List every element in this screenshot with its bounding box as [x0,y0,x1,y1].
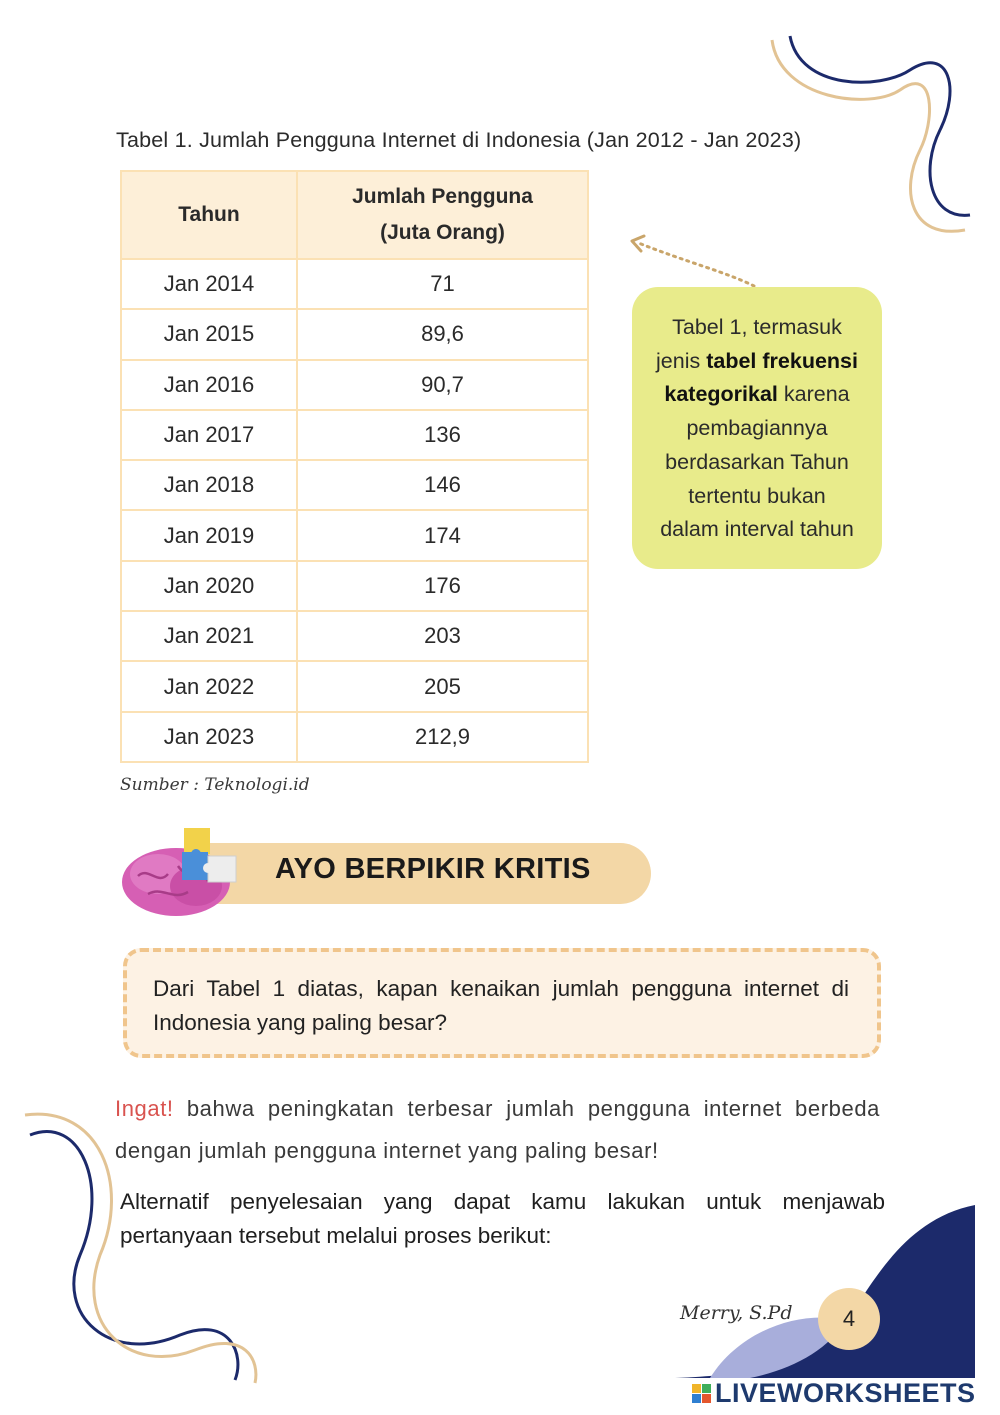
year-cell: Jan 2022 [121,661,297,711]
value-cell: 176 [297,561,588,611]
year-cell: Jan 2016 [121,360,297,410]
note-emphasis: kategorikal [664,382,778,407]
note-line [632,378,882,412]
note-emphasis: tabel frekuensi [706,348,858,373]
table-row [121,410,588,460]
table-caption: Tabel 1. Jumlah Pengguna Internet di Indonesia (Jan 2012 - Jan 2023) [116,128,802,152]
note-text: karena [777,382,850,407]
year-cell: Jan 2014 [121,259,297,309]
author-signature: Merry, S.Pd [680,1302,793,1324]
year-cell: Jan 2018 [121,460,297,510]
liveworksheets-watermark [692,1378,976,1409]
value-cell: 90,7 [297,360,588,410]
note-line [632,345,882,379]
table-row [121,510,588,560]
note-text: jenis [656,348,707,373]
watermark-text: LIVEWORKSHEETS [715,1378,976,1408]
value-cell: 89,6 [297,309,588,359]
reminder-text [115,1088,880,1172]
table-row [121,712,588,762]
note-line: Tabel 1, termasuk [672,315,842,339]
value-cell: 203 [297,611,588,661]
header-year: Tahun [121,171,297,259]
table-row [121,360,588,410]
year-cell: Jan 2015 [121,309,297,359]
value-cell: 146 [297,460,588,510]
header-users-unit: (Juta Orang) [380,221,505,244]
header-users-label: Jumlah Pengguna [352,185,533,208]
brain-puzzle-icon [118,826,243,921]
value-cell: 71 [297,259,588,309]
reminder-warning: Ingat! [115,1096,174,1121]
year-cell: Jan 2020 [121,561,297,611]
table-source: Sumber : Teknologi.id [120,775,310,795]
value-cell: 136 [297,410,588,460]
note-line: pembagiannya [686,416,828,441]
year-cell: Jan 2023 [121,712,297,762]
year-cell: Jan 2021 [121,611,297,661]
page-number: 4 [842,1306,856,1331]
year-cell: Jan 2017 [121,410,297,460]
table-row [121,561,588,611]
internet-users-table [120,170,589,763]
note-line: berdasarkan Tahun [665,449,849,474]
table-row [121,661,588,711]
year-cell: Jan 2019 [121,510,297,560]
table-row [121,309,588,359]
liveworksheets-logo-icon [692,1384,711,1403]
note-box [632,287,882,569]
table-row [121,259,588,309]
value-cell: 205 [297,661,588,711]
alternative-text: Alternatif penyelesaian yang dapat kamu lakukan untuk menjawab pertanyaan tersebut melalui proses berikut: [120,1189,885,1248]
note-line: tertentu bukan [688,483,826,508]
table-row [121,611,588,661]
dotted-arrow-icon [626,232,766,292]
value-cell: 212,9 [297,712,588,762]
table-row [121,460,588,510]
table-header-row [121,171,588,259]
page-number-badge [818,1288,880,1350]
question-box: Dari Tabel 1 diatas, kapan kenaikan jumlah pengguna internet di Indonesia yang paling besar? [123,948,881,1058]
section-title: AYO BERPIKIR KRITIS [275,853,591,885]
value-cell: 174 [297,510,588,560]
note-line: dalam interval tahun [660,517,854,542]
header-users [297,171,588,259]
reminder-body: bahwa peningkatan terbesar jumlah pengguna internet berbeda dengan jumlah pengguna internet yang paling besar! [115,1096,880,1163]
